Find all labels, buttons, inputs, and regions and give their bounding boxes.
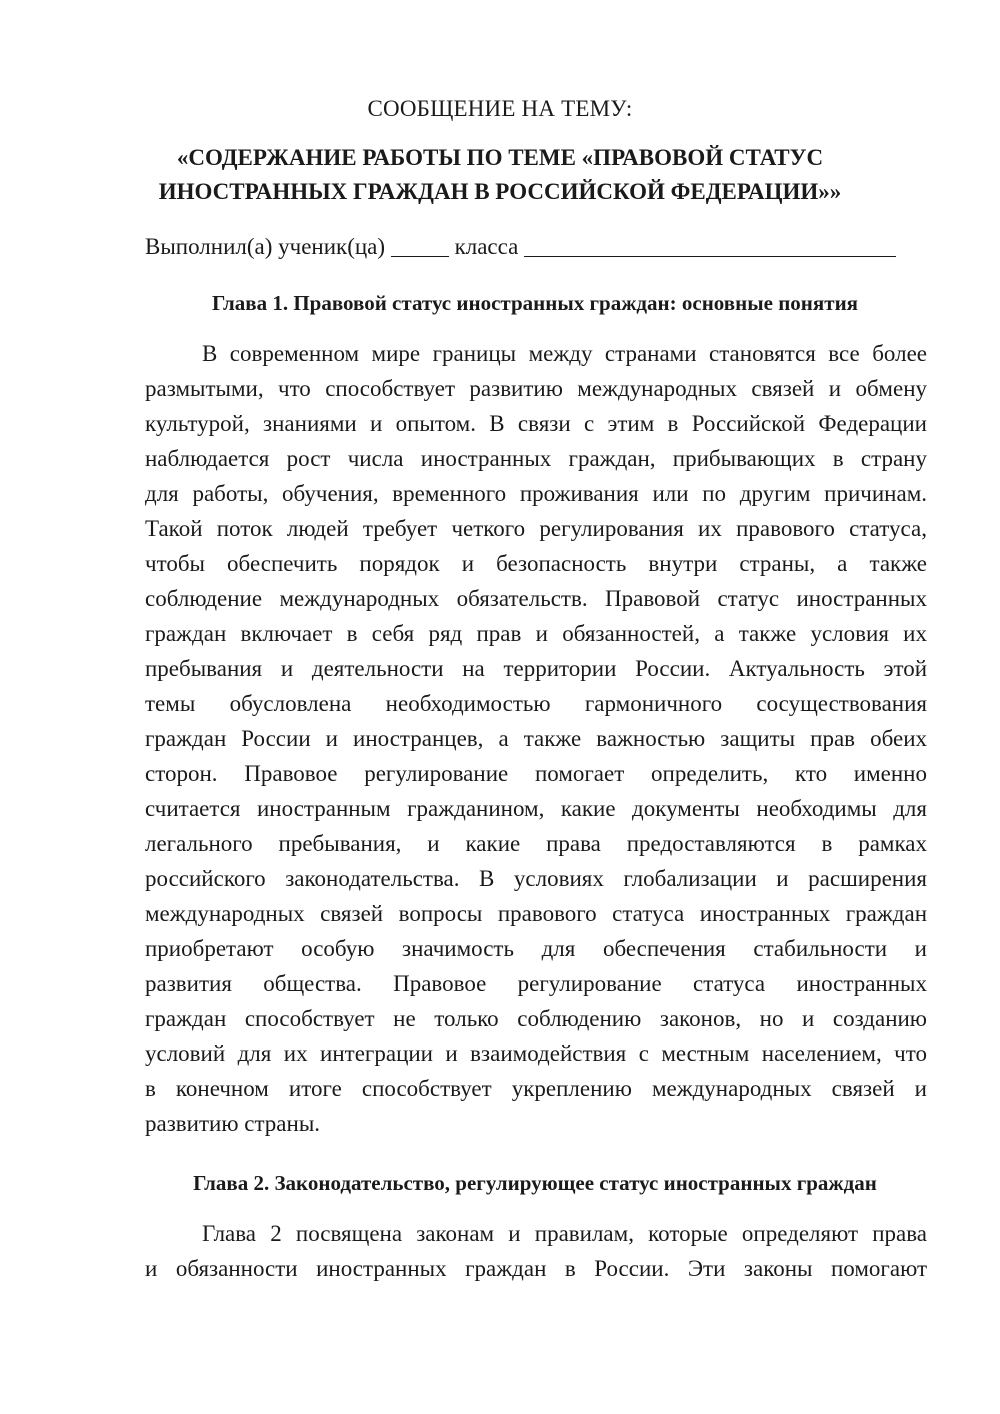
document-topic-line-1: «СОДЕРЖАНИЕ РАБОТЫ ПО ТЕМЕ «ПРАВОВОЙ СТАТУС bbox=[176, 145, 824, 170]
paragraph-line: наблюдается рост числа иностранных граждан, прибывающих в страну bbox=[145, 446, 927, 471]
paragraph-line: граждан способствует не только соблюдению законов, но и созданию bbox=[145, 1006, 927, 1031]
paragraph-line: развития общества. Правовое регулирование статуса иностранных bbox=[145, 971, 927, 996]
paragraph-line: международных связей вопросы правового статуса иностранных граждан bbox=[145, 901, 927, 926]
paragraph-line: Глава 2 посвящена законам и правилам, которые определяют права bbox=[202, 1221, 927, 1246]
paragraph-line: считается иностранным гражданином, какие документы необходимы для bbox=[145, 796, 927, 821]
paragraph-line: культурой, знаниями и опытом. В связи с этим в Российской Федерации bbox=[145, 411, 927, 436]
paragraph-line: в конечном итоге способствует укреплению международных связей и bbox=[145, 1076, 927, 1101]
chapter-1-title: Глава 1. Правовой статус иностранных граждан: основные понятия bbox=[211, 291, 859, 315]
paragraph-line: Такой поток людей требует четкого регулирования их правового статуса, bbox=[145, 516, 927, 541]
paragraph-line: соблюдение международных обязательств. Правовой статус иностранных bbox=[145, 586, 927, 611]
paragraph-line: граждан включает в себя ряд прав и обязанностей, а также условия их bbox=[145, 621, 927, 646]
class-label: класса bbox=[454, 234, 519, 259]
performed-by-label: Выполнил(а) ученик(ца) bbox=[145, 234, 386, 259]
paragraph-line: размытыми, что способствует развитию международных связей и обмену bbox=[145, 376, 927, 401]
chapter-2-paragraph bbox=[145, 1216, 927, 1286]
class-number-blank bbox=[391, 234, 449, 257]
paragraph-line: сторон. Правовое регулирование помогает определить, кто именно bbox=[145, 761, 927, 786]
paragraph-line: темы обусловлена необходимостью гармоничного сосуществования bbox=[145, 691, 927, 716]
chapter-2-title: Глава 2. Законодательство, регулирующее статус иностранных граждан bbox=[193, 1171, 877, 1195]
paragraph-line: для работы, обучения, временного проживания или по другим причинам. bbox=[145, 481, 927, 506]
document-heading: СООБЩЕНИЕ НА ТЕМУ: bbox=[367, 96, 633, 121]
paragraph-line: В современном мире границы между странами становятся все более bbox=[202, 341, 927, 366]
paragraph-line: граждан России и иностранцев, а также важностью защиты прав обеих bbox=[145, 726, 927, 751]
paragraph-line: условий для их интеграции и взаимодействия с местным населением, что bbox=[145, 1041, 927, 1066]
paragraph-line: легального пребывания, и какие права предоставляются в рамках bbox=[145, 831, 927, 856]
paragraph-line: развитию страны. bbox=[145, 1111, 321, 1136]
paragraph-line: приобретают особую значимость для обеспечения стабильности и bbox=[145, 936, 927, 961]
author-line bbox=[145, 231, 935, 263]
paragraph-line: чтобы обеспечить порядок и безопасность внутри страны, а также bbox=[145, 551, 927, 576]
paragraph-line: российского законодательства. В условиях глобализации и расширения bbox=[145, 866, 927, 891]
paragraph-line: и обязанности иностранных граждан в России. Эти законы помогают bbox=[145, 1256, 927, 1281]
document-topic-line-2: ИНОСТРАННЫХ ГРАЖДАН В РОССИЙСКОЙ ФЕДЕРАЦИИ»» bbox=[158, 179, 842, 204]
chapter-1-paragraph bbox=[145, 336, 927, 1141]
paragraph-line: пребывания и деятельности на территории России. Актуальность этой bbox=[145, 656, 927, 681]
student-name-blank bbox=[524, 234, 896, 257]
